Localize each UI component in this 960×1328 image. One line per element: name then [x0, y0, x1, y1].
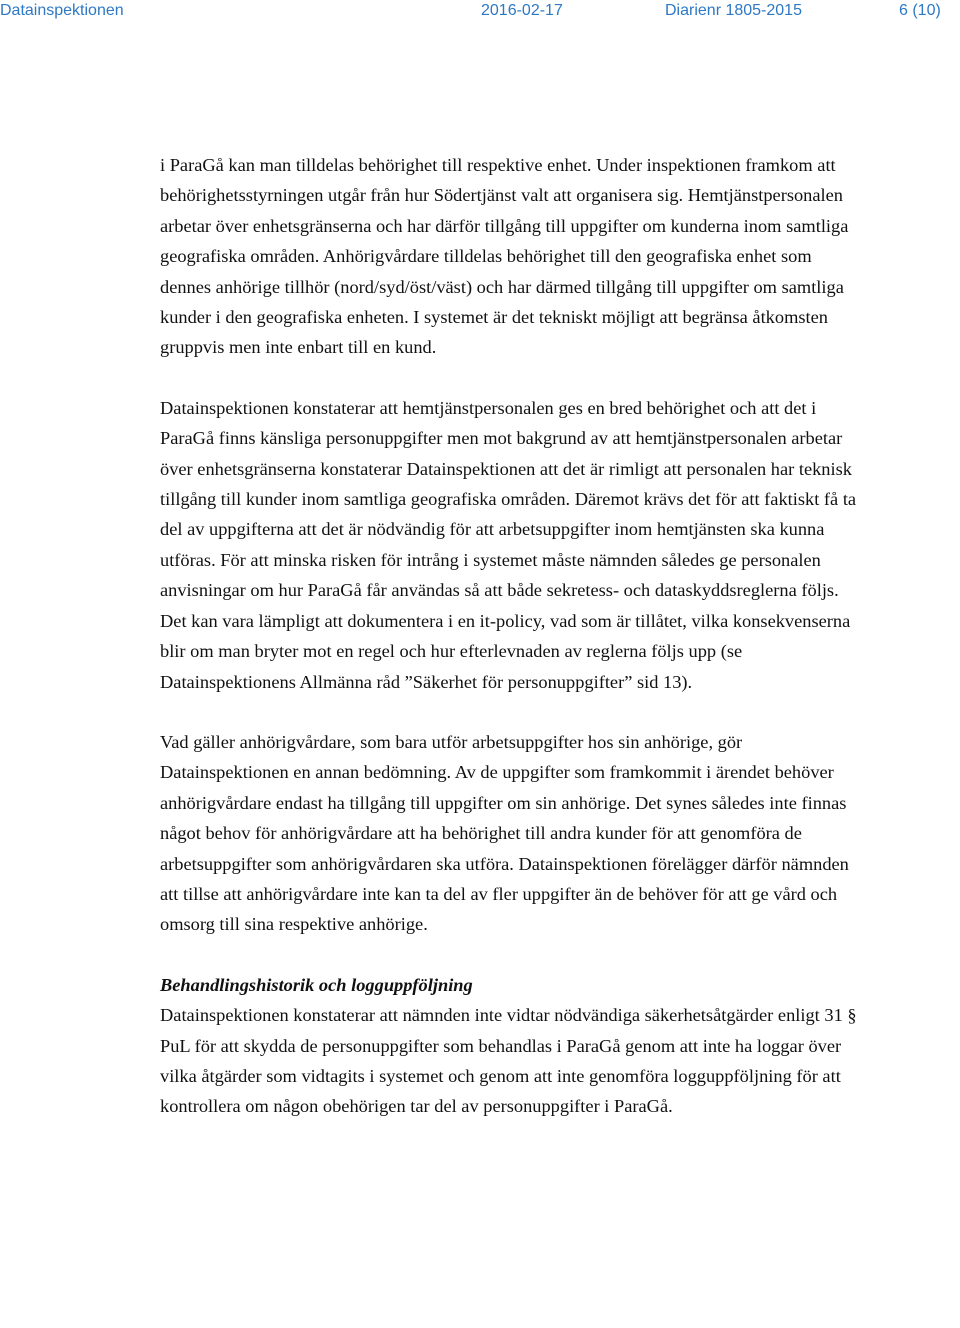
header-date: 2016-02-17 — [481, 2, 563, 19]
header-page-number: 6 (10) — [899, 2, 941, 19]
section-heading: Behandlingshistorik och logguppföljning — [160, 974, 473, 995]
paragraph-logging: Datainspektionen konstaterar att nämnden inte vidtar nödvändiga säkerhetsåtgärder enligt 31 § PuL för att skydda de personuppgifter som behandlas i ParaGå genom att inte ha loggar över vilka åtgärder som vidtagits i systemet och genom att inte genomföra logguppföljning för att kontrollera om någon obehörigen tar del av personuppgifter i ParaGå. — [160, 1005, 857, 1117]
header-organization: Datainspektionen — [0, 2, 124, 19]
paragraph-access-control: i ParaGå kan man tilldelas behörighet till respektive enhet. Under inspektionen framkom att behörighetsstyrningen utgår från hur Södertjänst valt att organisera sig. Hemtjänstpersonalen arbetar över enhetsgränserna och har därför tillgång till uppgifter om kunderna inom samtliga geografiska områden. Anhörigvårdare tilldelas behörighet till den geografiska enhet som dennes anhörige tillhör (nord/syd/öst/väst) och har därmed tillgång till uppgifter om samtliga kunder i den geografiska enheten. I systemet är det tekniskt möjligt att begränsa åtkomsten gruppvis men inte enbart till en kund. — [160, 155, 849, 358]
header-diary-number: Diarienr 1805-2015 — [665, 2, 802, 19]
paragraph-relative-caregivers: Vad gäller anhörigvårdare, som bara utför arbetsuppgifter hos sin anhörige, gör Datainspektionen en annan bedömning. Av de uppgifter som framkommit i ärendet behöver anhörigvårdare endast ha tillgång till uppgifter om sin anhörige. Det synes således inte finnas något behov för anhörigvårdare att ha behörighet till andra kunder för att genomföra de arbetsuppgifter som anhörigvårdaren ska utföra. Datainspektionen förelägger därför nämnden att tillse att anhörigvårdare inte kan ta del av fler uppgifter än de behöver för att ge vård och omsorg till sina respektive anhörige. — [160, 731, 849, 935]
paragraph-staff-assessment: Datainspektionen konstaterar att hemtjänstpersonalen ges en bred behörighet och att det i ParaGå finns känsliga personuppgifter men mot bakgrund av att hemtjänstpersonalen arbetar över enhetsgränserna konstaterar Datainspektionen att det är rimligt att personalen har teknisk tillgång till kunder inom samtliga geografiska områden. Däremot krävs det för att faktiskt få ta del av uppgifterna att det är nödvändig för att arbetsuppgifter inom hemtjänsten ska kunna utföras. För att minska risken för intrång i systemet måste nämnden således ge personalen anvisningar om hur ParaGå får användas så att både sekretess- och dataskyddsreglerna följs. Det kan vara lämpligt att dokumentera i en it-policy, vad som är tillåtet, vilka konsekvenserna blir om man bryter mot en regel och hur efterlevnaden av reglerna följs upp (se Datainspektionens Allmänna råd ”Säkerhet för personuppgifter” sid 13). — [160, 397, 857, 692]
document-body — [160, 150, 860, 1122]
page-header — [0, 0, 960, 22]
